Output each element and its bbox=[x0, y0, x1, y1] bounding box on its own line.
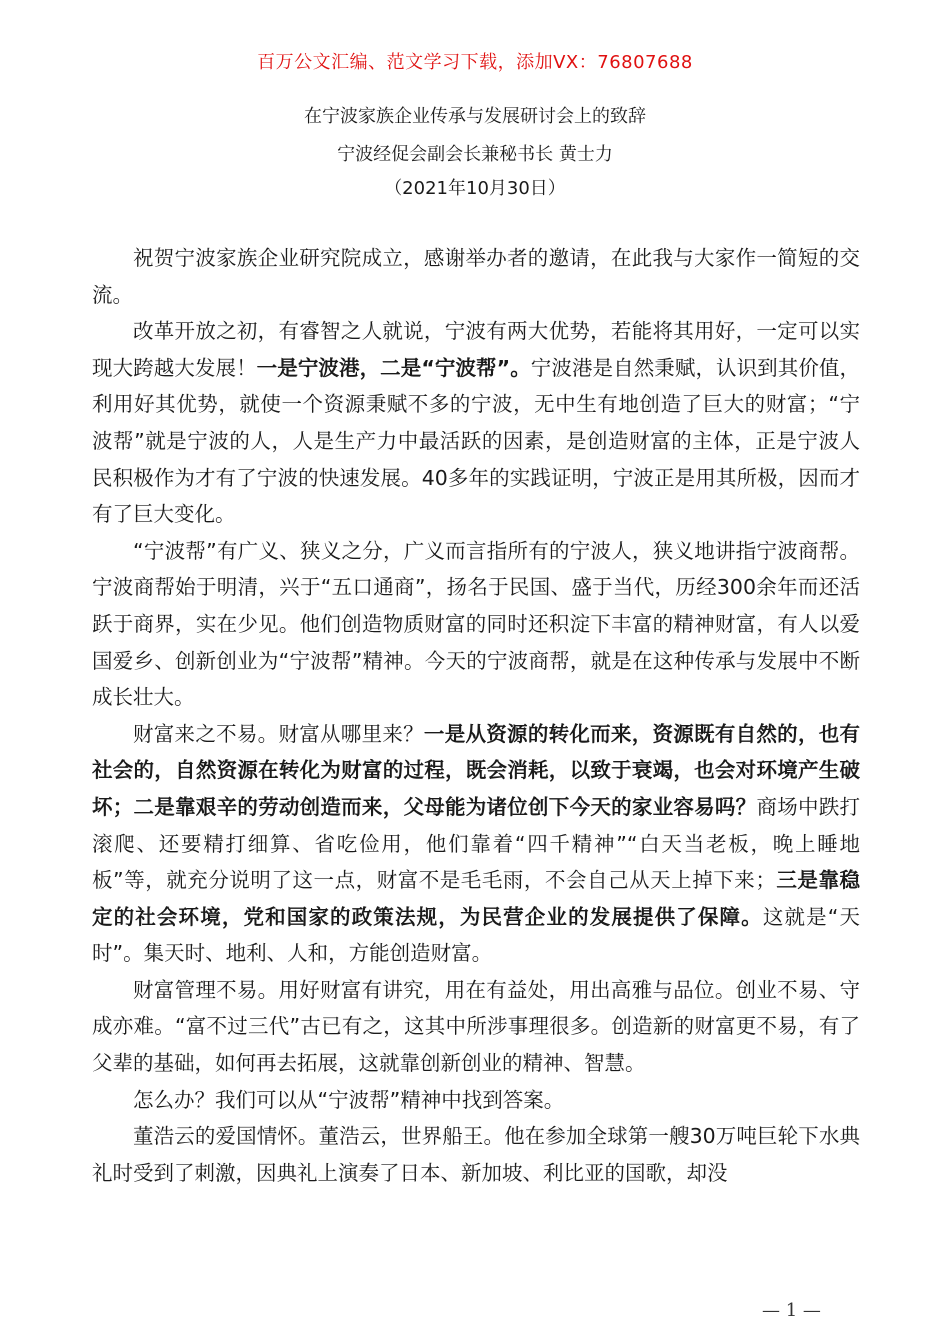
text-run: 改革开放之初，有睿智之人就说，宁波有两大优势，若能将其用好，一定可以实现大跨越大发展！ bbox=[92, 319, 860, 380]
body-paragraph bbox=[92, 1118, 860, 1191]
body-paragraph bbox=[92, 716, 860, 972]
text-run: 怎么办？我们可以从“宁波帮”精神中找到答案。 bbox=[133, 1087, 565, 1112]
body-paragraph bbox=[92, 313, 860, 533]
bold-text-run: 一是从资源的转化而来，资源既有自然的，也有社会的，自然资源在转化为财富的过程，既会消耗，以致于衰竭，也会对环境产生破坏；二是靠艰辛的劳动创造而来，父母能为诸位创下今天的家业容易吗？ bbox=[92, 721, 861, 819]
document-title: 在宁波家族企业传承与发展研讨会上的致辞 bbox=[304, 106, 646, 127]
text-run: 商场中跌打滚爬、还要精打细算、省吃俭用，他们靠着“四千精神”“白天当老板，晚上睡地板”等，就充分说明了这一点，财富不是毛毛雨，不会自己从天上掉下来； bbox=[92, 794, 861, 893]
date-line: （2021年10月30日） bbox=[384, 178, 566, 199]
speaker-line: 宁波经促会副会长兼秘书长 黄士力 bbox=[337, 144, 613, 165]
text-run: 宁波港是自然秉赋，认识到其价值，利用好其优势，就使一个资源秉赋不多的宁波，无中生有地创造了巨大的财富；“宁波帮”就是宁波的人，人是生产力中最活跃的因素，是创造财富的主体，正是宁波人民积极作为才有了宁波的快速发展。40多年的实践证明，宁波正是用其所极，因而才有了巨大变化。 bbox=[92, 355, 861, 527]
document-body bbox=[92, 240, 860, 1191]
text-run: 财富管理不易。用好财富有讲究，用在有益处，用出高雅与品位。创业不易、守成亦难。“富不过三代”古已有之，这其中所涉事理很多。创造新的财富更不易，有了父辈的基础，如何再去拓展，这就靠创新创业的精神、智慧。 bbox=[92, 977, 860, 1076]
text-run: 祝贺宁波家族企业研究院成立，感谢举办者的邀请，在此我与大家作一简短的交流。 bbox=[92, 246, 860, 307]
body-paragraph bbox=[92, 972, 860, 1082]
bold-text-run: 三是靠稳定的社会环境，党和国家的政策法规，为民营企业的发展提供了保障。 bbox=[92, 868, 860, 929]
bold-text-run: 一是宁波港，二是“宁波帮”。 bbox=[256, 355, 531, 380]
page-number: — 1 — bbox=[762, 1300, 821, 1321]
body-paragraph bbox=[92, 240, 860, 313]
text-run: 董浩云的爱国情怀。董浩云，世界船王。他在参加全球第一艘30万吨巨轮下水典礼时受到了刺激，因典礼上演奏了日本、新加坡、利比亚的国歌，却没 bbox=[92, 1124, 860, 1185]
body-paragraph bbox=[92, 533, 860, 716]
text-run: “宁波帮”有广义、狭义之分，广义而言指所有的宁波人，狭义地讲指宁波商帮。宁波商帮始于明清，兴于“五口通商”，扬名于民国、盛于当代，历经300余年而还活跃于商界，实在少见。他们创造物质财富的同时还积淀下丰富的精神财富，有人以爱国爱乡、创新创业为“宁波帮”精神。今天的宁波商帮，就是在这种传承与发展中不断成长壮大。 bbox=[92, 538, 860, 710]
watermark-banner: 百万公文汇编、范文学习下载，添加VX：76807688 bbox=[257, 52, 693, 73]
text-run: 这就是“天时”。集天时、地利、人和，方能创造财富。 bbox=[92, 904, 861, 966]
body-paragraph bbox=[92, 1082, 860, 1119]
text-run: 财富来之不易。财富从哪里来？ bbox=[133, 721, 424, 746]
